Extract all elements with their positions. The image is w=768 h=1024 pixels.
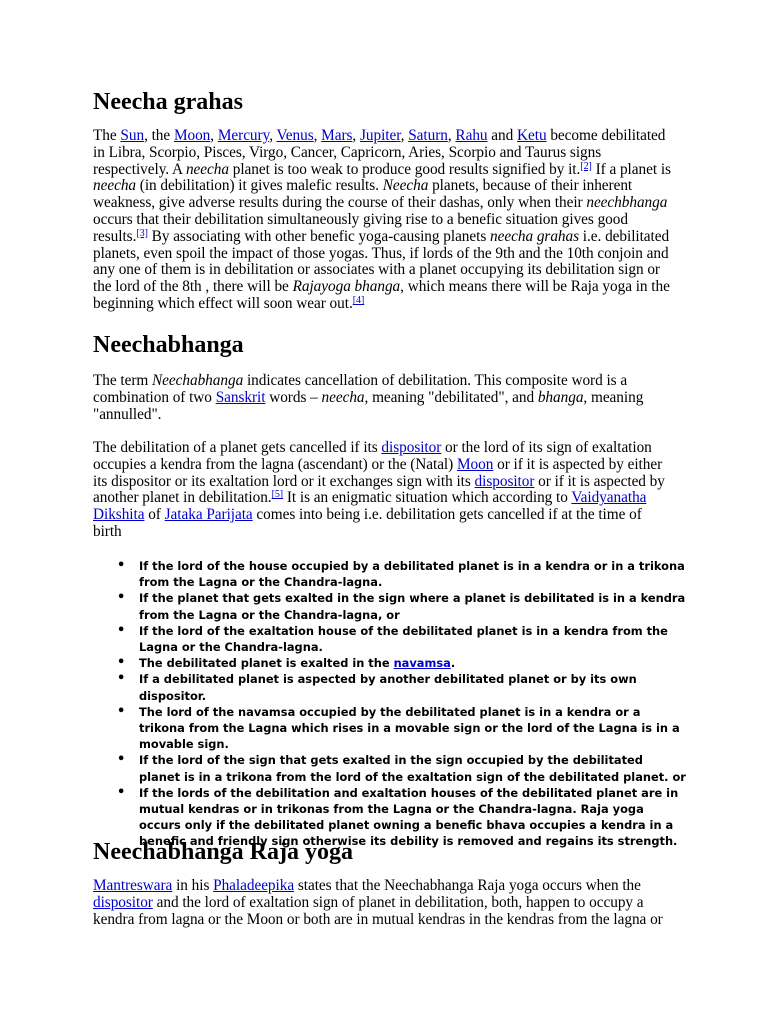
link-navamsa[interactable]: navamsa <box>393 656 451 671</box>
link-dispositor-3[interactable]: dispositor <box>93 893 153 911</box>
paragraph-neechabhanga-term: The term Neechabhanga indicates cancellation of debilitation. This composite word is a combination of two Sanskrit words – neecha, meaning "debilitated", and bhanga, meaning "annulled". <box>93 372 644 423</box>
list-item: • If the lords of the debilitation and exaltation houses of the debilitated planet are in mutual kendras or in trikonas from the Lagna or the Chandra-lagna. Raja yoga occurs only if the debilitated planet owning a benefic bhava occupies a kendra in a benefic and friendly sign otherwise its debility is removed and regains its strength. <box>117 785 687 850</box>
link-jupiter[interactable]: Jupiter <box>359 127 401 144</box>
list-item: • The debilitated planet is exalted in the navamsa. <box>117 655 687 671</box>
ref-4-link[interactable]: [4] <box>352 294 365 306</box>
paragraph-debilitation-cancelled: The debilitation of a planet gets cancelled if its dispositor or the lord of its sign of exaltation occupies a kendra from the lagna (ascendant) or the (Natal) Moon or if it is aspected by either its dispositor or its exaltation lord or it exchanges sign with its dispositor or if it is aspected by another planet in debilitation.[5] It is an enigmatic situation which according to Vaidyanatha Dikshita of Jataka Parijata comes into being i.e. debilitation gets cancelled if at the time of birth <box>93 439 665 540</box>
link-moon-natal[interactable]: Moon <box>456 455 494 473</box>
list-item: • If the lord of the house occupied by a debilitated planet is in a kendra or in a trikona from the Lagna or the Chandra-lagna. <box>117 558 687 590</box>
link-rahu[interactable]: Rahu <box>455 127 488 144</box>
list-item: • If the planet that gets exalted in the sign where a planet is debilitated is in a kendra from the Lagna or the Chandra-lagna, or <box>117 590 687 622</box>
ref-3-link[interactable]: [3] <box>136 227 148 239</box>
link-saturn[interactable]: Saturn <box>408 127 448 144</box>
heading-neechabhanga-raja-yoga: Neechabhanga Raja yoga <box>93 839 354 865</box>
ref-5-link[interactable]: [5] <box>271 489 284 501</box>
link-mars[interactable]: Mars <box>321 127 353 144</box>
link-jataka-parijata[interactable]: Jataka Parijata <box>164 506 253 524</box>
link-ketu[interactable]: Ketu <box>517 127 547 144</box>
link-vaidyanatha-dikshita[interactable]: Vaidyanatha Dikshita <box>93 489 647 524</box>
link-phaladeepika[interactable]: Phaladeepika <box>213 877 295 894</box>
link-venus[interactable]: Venus <box>276 127 314 144</box>
list-item: • If the lord of the sign that gets exalted in the sign occupied by the debilitated planet is in a trikona from the lord of the exaltation sign of the debilitated planet. or <box>117 752 687 784</box>
link-mantreswara[interactable]: Mantreswara <box>93 877 173 894</box>
ref-2-link[interactable]: [2] <box>580 160 592 172</box>
link-dispositor-2[interactable]: dispositor <box>474 472 535 490</box>
list-item: • If a debilitated planet is aspected by another debilitated planet or by its own dispositor. <box>117 671 687 703</box>
link-sanskrit[interactable]: Sanskrit <box>215 388 266 406</box>
paragraph-neecha-grahas: The Sun, the Moon, Mercury, Venus, Mars, Jupiter, Saturn, Rahu and Ketu become debilitated in Libra, Scorpio, Pisces, Virgo, Cancer, Capricorn, Aries, Scorpio and Taurus signs respectively. A neecha planet is too weak to produce good results signified by it.[2] If a planet is neecha (in debilitation) it gives malefic results. Neecha planets, because of their inherent weakness, give adverse results during the course of their dashas, only when their neechbhanga occurs that their debilitation simultaneously giving rise to a benefic situation gives good results.[3] By associating with other benefic yoga-causing planets neecha grahas i.e. debilitated planets, even spoil the impact of those yogas. Thus, if lords of the 9th and the 10th conjoin and any one of them is in debilitation or associates with a planet occupying its debilitation sign or the lord of the 8th , there will be Rajayoga bhanga, which means there will be Raja yoga in the beginning which effect will soon wear out.[4] <box>93 127 671 312</box>
heading-neecha-grahas: Neecha grahas <box>93 89 243 115</box>
list-item: • The lord of the navamsa occupied by the debilitated planet is in a kendra or a trikona from the Lagna which rises in a movable sign or the lord of the Lagna is in a movable sign. <box>117 704 687 753</box>
link-sun[interactable]: Sun <box>120 127 145 144</box>
link-moon[interactable]: Moon <box>173 127 211 144</box>
link-mercury[interactable]: Mercury <box>217 127 270 144</box>
list-item: • If the lord of the exaltation house of the debilitated planet is in a kendra from the Lagna or the Chandra-lagna. <box>117 623 687 655</box>
paragraph-raja-yoga: Mantreswara in his Phaladeepika states that the Neechabhanga Raja yoga occurs when the dispositor and the lord of exaltation sign of planet in debilitation, both, happen to occupy a kendra from lagna or the Moon or both are in mutual kendras in the kendras from the lagna or <box>93 877 663 928</box>
cancellation-conditions-list <box>117 558 687 850</box>
heading-neechabhanga: Neechabhanga <box>93 332 244 358</box>
link-dispositor[interactable]: dispositor <box>381 439 442 456</box>
